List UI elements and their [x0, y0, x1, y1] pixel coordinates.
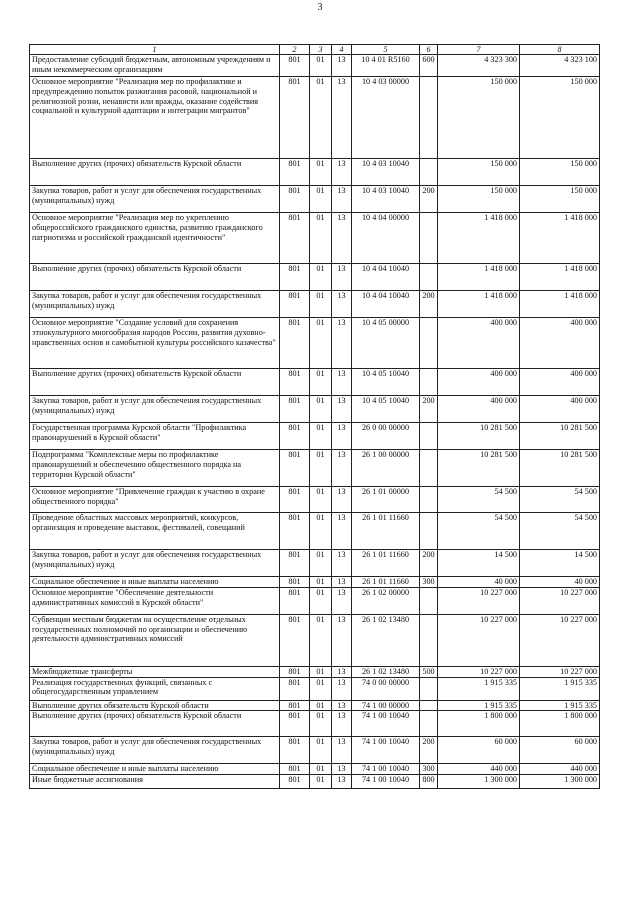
subsection-cell: 13 — [332, 213, 352, 264]
row-name-cell: Предоставление субсидий бюджетным, автономным учреждениям и иным некоммерческим организациям — [30, 55, 280, 77]
rzpr-cell: 801 — [280, 513, 310, 550]
section-cell: 01 — [310, 677, 332, 700]
amount-2019-cell: 150 000 — [438, 186, 520, 213]
amount-2019-cell: 400 000 — [438, 396, 520, 423]
table-row — [30, 423, 600, 450]
rzpr-cell: 801 — [280, 159, 310, 186]
rzpr-cell: 801 — [280, 369, 310, 396]
subsection-cell: 13 — [332, 711, 352, 737]
row-name-cell: Закупка товаров, работ и услуг для обеспечения государственных (муниципальных) нужд — [30, 550, 280, 577]
section-cell: 01 — [310, 667, 332, 678]
target-article-cell: 26 0 00 00000 — [352, 423, 420, 450]
target-article-cell: 26 1 01 11660 — [352, 577, 420, 588]
subsection-cell: 13 — [332, 291, 352, 318]
section-cell: 01 — [310, 318, 332, 369]
target-article-cell: 10 4 01 R5160 — [352, 55, 420, 77]
target-article-cell: 10 4 05 10040 — [352, 369, 420, 396]
target-article-cell: 10 4 04 10040 — [352, 291, 420, 318]
header-cell: 8 — [520, 45, 600, 55]
row-name-cell: Основное мероприятие "Привлечение граждан к участию в охране общественного порядка" — [30, 487, 280, 513]
amount-2020-cell: 440 000 — [520, 764, 600, 775]
amount-2019-cell: 1 800 000 — [438, 711, 520, 737]
row-name-cell: Субвенции местным бюджетам на осуществление отдельных государственных полномочий по организации и обеспечению деятельности административных комиссий — [30, 615, 280, 667]
expense-type-cell: 600 — [420, 55, 438, 77]
table-row — [30, 588, 600, 615]
expense-type-cell — [420, 450, 438, 487]
target-article-cell: 10 4 04 00000 — [352, 213, 420, 264]
amount-2020-cell: 54 500 — [520, 513, 600, 550]
section-cell: 01 — [310, 764, 332, 775]
section-cell: 01 — [310, 159, 332, 186]
section-cell: 01 — [310, 369, 332, 396]
rzpr-cell: 801 — [280, 711, 310, 737]
row-name-cell: Закупка товаров, работ и услуг для обеспечения государственных (муниципальных) нужд — [30, 737, 280, 764]
row-name-cell: Социальное обеспечение и иные выплаты населению — [30, 764, 280, 775]
expense-type-cell — [420, 159, 438, 186]
expense-type-cell — [420, 487, 438, 513]
section-cell: 01 — [310, 588, 332, 615]
expense-type-cell: 200 — [420, 186, 438, 213]
table-row — [30, 213, 600, 264]
rzpr-cell: 801 — [280, 55, 310, 77]
amount-2019-cell: 4 323 300 — [438, 55, 520, 77]
target-article-cell: 26 1 02 13480 — [352, 667, 420, 678]
subsection-cell: 13 — [332, 737, 352, 764]
subsection-cell: 13 — [332, 550, 352, 577]
table-row — [30, 764, 600, 775]
budget-table — [29, 44, 600, 789]
amount-2019-cell: 1 300 000 — [438, 775, 520, 789]
row-name-cell: Выполнение других (прочих) обязательств Курской области — [30, 711, 280, 737]
section-cell: 01 — [310, 396, 332, 423]
header-cell: 3 — [310, 45, 332, 55]
subsection-cell: 13 — [332, 667, 352, 678]
table-row — [30, 577, 600, 588]
table-row — [30, 55, 600, 77]
row-name-cell: Реализация государственных функций, связанных с общегосударственным управлением — [30, 677, 280, 700]
table-row — [30, 615, 600, 667]
section-cell: 01 — [310, 186, 332, 213]
amount-2019-cell: 440 000 — [438, 764, 520, 775]
rzpr-cell: 801 — [280, 77, 310, 159]
section-cell: 01 — [310, 700, 332, 711]
rzpr-cell: 801 — [280, 450, 310, 487]
table-row — [30, 677, 600, 700]
table-row — [30, 264, 600, 291]
table-row — [30, 513, 600, 550]
rzpr-cell: 801 — [280, 764, 310, 775]
section-cell: 01 — [310, 615, 332, 667]
amount-2019-cell: 10 227 000 — [438, 615, 520, 667]
subsection-cell: 13 — [332, 369, 352, 396]
amount-2020-cell: 1 418 000 — [520, 291, 600, 318]
expense-type-cell: 200 — [420, 396, 438, 423]
amount-2019-cell: 400 000 — [438, 318, 520, 369]
subsection-cell: 13 — [332, 423, 352, 450]
section-cell: 01 — [310, 264, 332, 291]
rzpr-cell: 801 — [280, 588, 310, 615]
subsection-cell: 13 — [332, 396, 352, 423]
rzpr-cell: 801 — [280, 667, 310, 678]
header-cell: 7 — [438, 45, 520, 55]
amount-2020-cell: 60 000 — [520, 737, 600, 764]
expense-type-cell: 200 — [420, 550, 438, 577]
section-cell: 01 — [310, 291, 332, 318]
header-cell: 5 — [352, 45, 420, 55]
expense-type-cell: 800 — [420, 775, 438, 789]
section-cell: 01 — [310, 213, 332, 264]
section-cell: 01 — [310, 711, 332, 737]
amount-2020-cell: 1 800 000 — [520, 711, 600, 737]
table-row — [30, 550, 600, 577]
amount-2019-cell: 10 227 000 — [438, 588, 520, 615]
rzpr-cell: 801 — [280, 775, 310, 789]
target-article-cell: 10 4 03 10040 — [352, 159, 420, 186]
target-article-cell: 74 1 00 10040 — [352, 737, 420, 764]
amount-2020-cell: 54 500 — [520, 487, 600, 513]
section-cell: 01 — [310, 423, 332, 450]
amount-2020-cell: 400 000 — [520, 369, 600, 396]
table-row — [30, 369, 600, 396]
header-cell: 1 — [30, 45, 280, 55]
target-article-cell: 26 1 01 11660 — [352, 550, 420, 577]
amount-2019-cell: 1 418 000 — [438, 291, 520, 318]
table-row — [30, 450, 600, 487]
header-row — [30, 45, 600, 55]
table-row — [30, 159, 600, 186]
target-article-cell: 26 1 00 00000 — [352, 450, 420, 487]
section-cell: 01 — [310, 577, 332, 588]
amount-2020-cell: 1 915 335 — [520, 677, 600, 700]
row-name-cell: Иные бюджетные ассигнования — [30, 775, 280, 789]
subsection-cell: 13 — [332, 513, 352, 550]
amount-2020-cell: 40 000 — [520, 577, 600, 588]
expense-type-cell — [420, 711, 438, 737]
target-article-cell: 10 4 05 10040 — [352, 396, 420, 423]
amount-2019-cell: 40 000 — [438, 577, 520, 588]
subsection-cell: 13 — [332, 775, 352, 789]
amount-2020-cell: 1 915 335 — [520, 700, 600, 711]
table-row — [30, 711, 600, 737]
subsection-cell: 13 — [332, 764, 352, 775]
amount-2019-cell: 54 500 — [438, 487, 520, 513]
expense-type-cell — [420, 77, 438, 159]
target-article-cell: 74 0 00 00000 — [352, 677, 420, 700]
row-name-cell: Основное мероприятие "Обеспечение деятельности административных комиссий в Курской области" — [30, 588, 280, 615]
expense-type-cell — [420, 677, 438, 700]
rzpr-cell: 801 — [280, 700, 310, 711]
row-name-cell: Основное мероприятие "Создание условий для сохранения этнокультурного многообразия народов России, развития духовно-нравственных основ и самобытной культуры российского казачества" — [30, 318, 280, 369]
amount-2019-cell: 1 418 000 — [438, 213, 520, 264]
amount-2019-cell: 10 281 500 — [438, 450, 520, 487]
subsection-cell: 13 — [332, 450, 352, 487]
rzpr-cell: 801 — [280, 423, 310, 450]
subsection-cell: 13 — [332, 186, 352, 213]
target-article-cell: 74 1 00 10040 — [352, 764, 420, 775]
amount-2020-cell: 4 323 100 — [520, 55, 600, 77]
amount-2020-cell: 14 500 — [520, 550, 600, 577]
amount-2020-cell: 10 227 000 — [520, 615, 600, 667]
amount-2020-cell: 150 000 — [520, 159, 600, 186]
amount-2020-cell: 10 281 500 — [520, 423, 600, 450]
subsection-cell: 13 — [332, 700, 352, 711]
amount-2019-cell: 400 000 — [438, 369, 520, 396]
header-cell: 2 — [280, 45, 310, 55]
row-name-cell: Выполнение других (прочих) обязательств Курской области — [30, 264, 280, 291]
subsection-cell: 13 — [332, 318, 352, 369]
section-cell: 01 — [310, 513, 332, 550]
expense-type-cell — [420, 615, 438, 667]
expense-type-cell — [420, 423, 438, 450]
amount-2020-cell: 10 227 000 — [520, 588, 600, 615]
amount-2020-cell: 1 418 000 — [520, 264, 600, 291]
header-cell: 6 — [420, 45, 438, 55]
section-cell: 01 — [310, 737, 332, 764]
amount-2020-cell: 150 000 — [520, 77, 600, 159]
amount-2020-cell: 10 227 000 — [520, 667, 600, 678]
row-name-cell: Государственная программа Курской области "Профилактика правонарушений в Курской области" — [30, 423, 280, 450]
expense-type-cell: 200 — [420, 291, 438, 318]
target-article-cell: 74 1 00 10040 — [352, 711, 420, 737]
amount-2019-cell: 10 227 000 — [438, 667, 520, 678]
amount-2019-cell: 150 000 — [438, 159, 520, 186]
subsection-cell: 13 — [332, 588, 352, 615]
rzpr-cell: 801 — [280, 487, 310, 513]
row-name-cell: Закупка товаров, работ и услуг для обеспечения государственных (муниципальных) нужд — [30, 186, 280, 213]
row-name-cell: Социальное обеспечение и иные выплаты населению — [30, 577, 280, 588]
rzpr-cell: 801 — [280, 677, 310, 700]
subsection-cell: 13 — [332, 577, 352, 588]
amount-2019-cell: 14 500 — [438, 550, 520, 577]
section-cell: 01 — [310, 775, 332, 789]
target-article-cell: 26 1 01 11660 — [352, 513, 420, 550]
target-article-cell: 74 1 00 00000 — [352, 700, 420, 711]
amount-2019-cell: 54 500 — [438, 513, 520, 550]
rzpr-cell: 801 — [280, 318, 310, 369]
row-name-cell: Основное мероприятие "Реализация мер по укреплению общероссийского гражданского единства, развитию гражданского патриотизма и российской гражданской идентичности" — [30, 213, 280, 264]
expense-type-cell — [420, 213, 438, 264]
expense-type-cell: 500 — [420, 667, 438, 678]
table-row — [30, 737, 600, 764]
rzpr-cell: 801 — [280, 615, 310, 667]
amount-2019-cell: 1 418 000 — [438, 264, 520, 291]
subsection-cell: 13 — [332, 487, 352, 513]
expense-type-cell — [420, 513, 438, 550]
expense-type-cell: 200 — [420, 737, 438, 764]
amount-2020-cell: 1 418 000 — [520, 213, 600, 264]
row-name-cell: Закупка товаров, работ и услуг для обеспечения государственных (муниципальных) нужд — [30, 396, 280, 423]
expense-type-cell — [420, 318, 438, 369]
amount-2020-cell: 10 281 500 — [520, 450, 600, 487]
section-cell: 01 — [310, 550, 332, 577]
section-cell: 01 — [310, 77, 332, 159]
target-article-cell: 10 4 03 10040 — [352, 186, 420, 213]
row-name-cell: Основное мероприятие "Реализация мер по профилактике и предупреждению попыток разжигания расовой, национальной и религиозной розни, ненависти или вражды, оказание содействия социальной и культурной адаптации и интеграции мигрантов" — [30, 77, 280, 159]
table-row — [30, 667, 600, 678]
subsection-cell: 13 — [332, 677, 352, 700]
table-row — [30, 318, 600, 369]
expense-type-cell — [420, 264, 438, 291]
table-row — [30, 291, 600, 318]
rzpr-cell: 801 — [280, 396, 310, 423]
page-number: 3 — [317, 2, 323, 13]
target-article-cell: 26 1 01 00000 — [352, 487, 420, 513]
rzpr-cell: 801 — [280, 186, 310, 213]
subsection-cell: 13 — [332, 77, 352, 159]
expense-type-cell: 300 — [420, 577, 438, 588]
rzpr-cell: 801 — [280, 577, 310, 588]
section-cell: 01 — [310, 450, 332, 487]
expense-type-cell — [420, 700, 438, 711]
rzpr-cell: 801 — [280, 213, 310, 264]
rzpr-cell: 801 — [280, 264, 310, 291]
amount-2020-cell: 400 000 — [520, 396, 600, 423]
row-name-cell: Межбюджетные трансферты — [30, 667, 280, 678]
table-row — [30, 186, 600, 213]
rzpr-cell: 801 — [280, 550, 310, 577]
subsection-cell: 13 — [332, 159, 352, 186]
amount-2020-cell: 1 300 000 — [520, 775, 600, 789]
expense-type-cell — [420, 369, 438, 396]
table-row — [30, 775, 600, 789]
table-row — [30, 396, 600, 423]
header-cell: 4 — [332, 45, 352, 55]
row-name-cell: Подпрограмма "Комплексные меры по профилактике правонарушений и обеспечению общественного порядка на территории Курской области" — [30, 450, 280, 487]
section-cell: 01 — [310, 487, 332, 513]
row-name-cell: Закупка товаров, работ и услуг для обеспечения государственных (муниципальных) нужд — [30, 291, 280, 318]
target-article-cell: 74 1 00 10040 — [352, 775, 420, 789]
subsection-cell: 13 — [332, 615, 352, 667]
amount-2019-cell: 150 000 — [438, 77, 520, 159]
subsection-cell: 13 — [332, 264, 352, 291]
target-article-cell: 26 1 02 00000 — [352, 588, 420, 615]
row-name-cell: Выполнение других обязательств Курской области — [30, 700, 280, 711]
amount-2019-cell: 60 000 — [438, 737, 520, 764]
amount-2019-cell: 1 915 335 — [438, 677, 520, 700]
table-row — [30, 700, 600, 711]
amount-2020-cell: 150 000 — [520, 186, 600, 213]
target-article-cell: 26 1 02 13480 — [352, 615, 420, 667]
amount-2020-cell: 400 000 — [520, 318, 600, 369]
target-article-cell: 10 4 03 00000 — [352, 77, 420, 159]
expense-type-cell — [420, 588, 438, 615]
amount-2019-cell: 10 281 500 — [438, 423, 520, 450]
row-name-cell: Проведение областных массовых мероприятий, конкурсов, организация и проведение выставок, фестивалей, совещаний — [30, 513, 280, 550]
subsection-cell: 13 — [332, 55, 352, 77]
expense-type-cell: 300 — [420, 764, 438, 775]
rzpr-cell: 801 — [280, 737, 310, 764]
amount-2019-cell: 1 915 335 — [438, 700, 520, 711]
section-cell: 01 — [310, 55, 332, 77]
target-article-cell: 10 4 04 10040 — [352, 264, 420, 291]
target-article-cell: 10 4 05 00000 — [352, 318, 420, 369]
table-row — [30, 487, 600, 513]
row-name-cell: Выполнение других (прочих) обязательств Курской области — [30, 369, 280, 396]
rzpr-cell: 801 — [280, 291, 310, 318]
table-row — [30, 77, 600, 159]
row-name-cell: Выполнение других (прочих) обязательств Курской области — [30, 159, 280, 186]
